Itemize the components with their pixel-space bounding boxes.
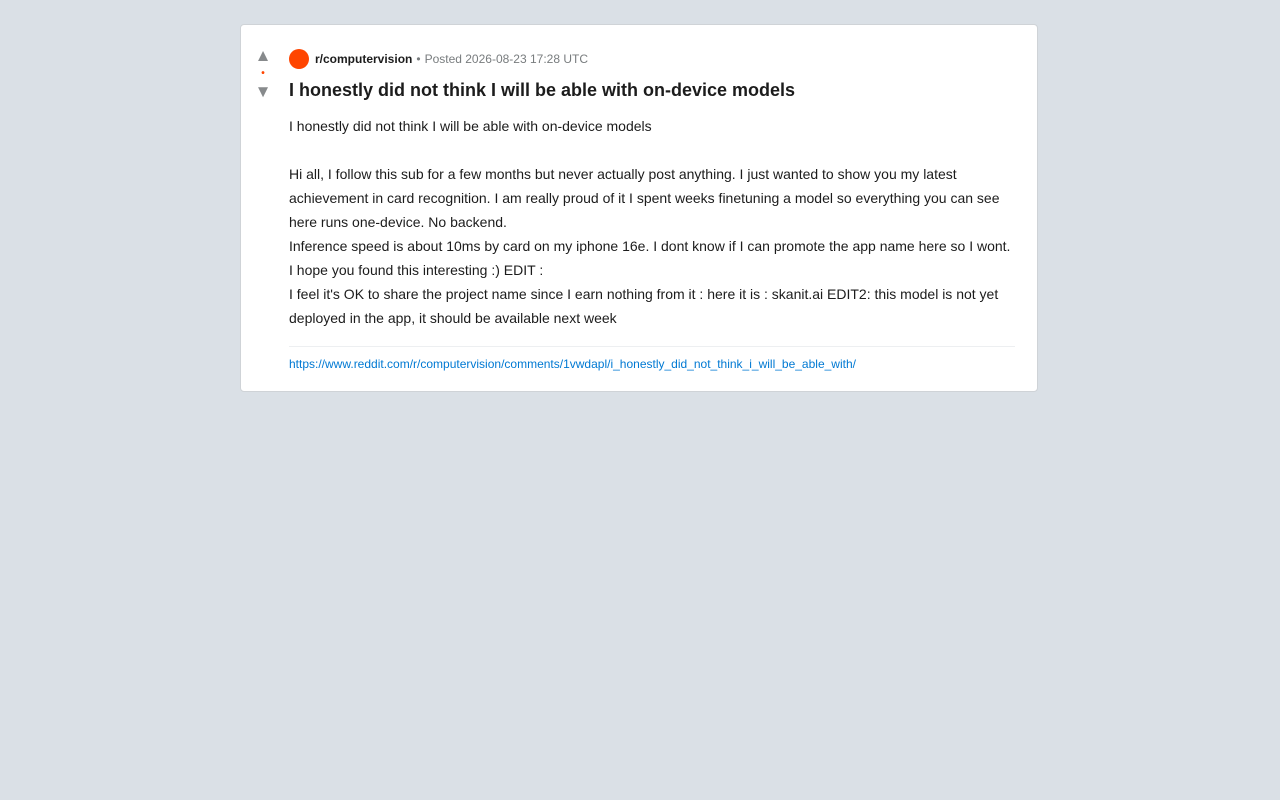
downvote-icon[interactable]: ▼ xyxy=(254,82,272,101)
posted-timestamp: Posted 2026-08-23 17:28 UTC xyxy=(424,52,588,66)
vote-score: • xyxy=(261,68,265,79)
post-body-paragraph-4: I feel it's OK to share the project name since I earn nothing from it : here it is : skanit.ai EDIT2: this model is not yet deployed in the app, it should be available next week xyxy=(289,286,999,326)
subreddit-link[interactable]: r/computervision xyxy=(315,52,413,66)
post-meta xyxy=(289,49,1015,69)
post-body-paragraph-2: Inference speed is about 10ms by card on my iphone 16e. I dont know if I can promote the app name here so I wont. xyxy=(289,238,1011,254)
post-body-paragraph-3: I hope you found this interesting :) EDIT : xyxy=(289,262,544,278)
meta-separator: • xyxy=(416,52,421,66)
post-permalink[interactable]: https://www.reddit.com/r/computervision/comments/1vwdapl/i_honestly_did_not_think_i_will_be_able_with/ xyxy=(289,357,856,371)
post-body xyxy=(289,114,1015,330)
divider xyxy=(289,346,1015,347)
post-content xyxy=(289,49,1015,372)
post-title[interactable]: I honestly did not think I will be able with on-device models xyxy=(289,80,796,100)
post-body-paragraph-1: Hi all, I follow this sub for a few months but never actually post anything. I just wanted to show you my latest achievement in card recognition. I am really proud of it I spent weeks finetuning a model so everything you can see here runs one-device. No backend. xyxy=(289,166,1000,230)
subreddit-avatar-icon[interactable] xyxy=(289,49,309,69)
body-blank-line xyxy=(289,138,1015,162)
post-card xyxy=(240,24,1038,392)
post-body-first-line: I honestly did not think I will be able with on-device models xyxy=(289,118,652,134)
upvote-icon[interactable]: ▲ xyxy=(254,46,272,65)
vote-column xyxy=(241,47,285,101)
